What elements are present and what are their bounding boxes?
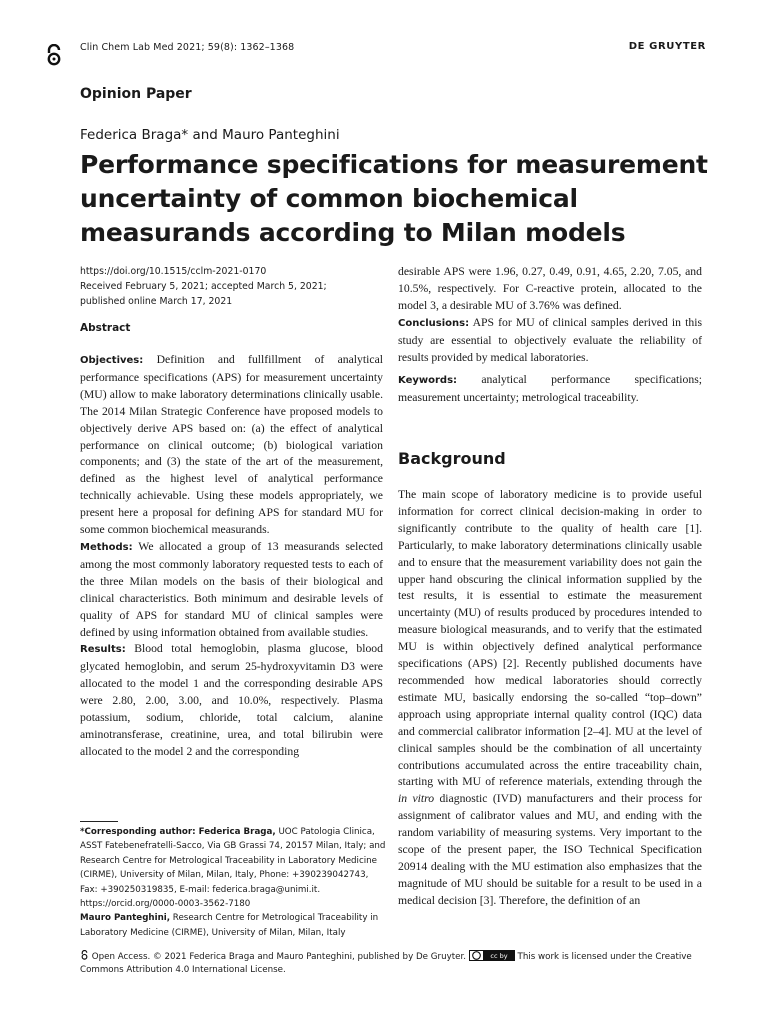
open-access-small-icon	[80, 950, 89, 960]
objectives-label: Objectives:	[80, 355, 144, 366]
results-label: Results:	[80, 644, 126, 656]
received-date: Received February 5, 2021; accepted March 5, 2021;	[80, 281, 327, 292]
second-author-label: Mauro Panteghini,	[80, 913, 171, 924]
cc-by-license-icon[interactable]	[469, 950, 515, 961]
license-statement: This work is licensed under the Creative Commons Attribution 4.0 International License.	[80, 952, 692, 975]
abstract-right-column	[398, 264, 702, 366]
paper-type: Opinion Paper	[80, 86, 192, 102]
published-date: published online March 17, 2021	[80, 296, 233, 307]
article-meta	[80, 264, 380, 309]
keywords: Keywords: analytical performance specifications; measurement uncertainty; metrological traceability.	[398, 373, 702, 404]
background-body: The main scope of laboratory medicine is to provide useful information for correct clinical decision-making in order to significantly contribute to the quality of health care [1]. Particularly, to make laboratory determinations clinically usable and to ensure that the measurement variability does not gain the upper hand obscuring the clinical information supplied by the test results, it is essential to estimate the measurement uncertainty (MU) of results produced by procedures intended to measure biological measurands, and to verify that the estimated MU is within objectively defined analytical performance specifications (APS) [2]. Recently published documents have recommended how medical laboratories should correctly estimate MU, basically endorsing the so-called “top–down” approach using appropriate internal quality control (IQC) data and commercial calibrator information [2–4]. MU at the level of clinical samples should be the combination of all uncertainty contributions accumulated across the entire traceability chain, starting with MU of reference materials, extending through the in vitro diagnostic (IVD) manufacturers and their process for assignment of calibrator values and MU, and ending with the random variability of measuring systems. Very important to the scope of the present paper, the ISO Technical Specification 20914 dealing with the MU estimation also emphasizes that the magnitude of MU should be suitable for a result to be used in a medical decision [3]. Therefore, the definition of an	[398, 488, 702, 907]
open-access-icon	[44, 44, 64, 66]
abstract-results-continued: desirable APS were 1.96, 0.27, 0.49, 0.91, 4.65, 2.20, 7.05, and 10.5%, respectively. For C-reactive protein, allocated to the model 3, a desirable MU of 3.76% was defined.	[398, 265, 702, 312]
journal-citation: Clin Chem Lab Med 2021; 59(8): 1362–1368	[80, 42, 295, 53]
keywords-label: Keywords:	[398, 375, 458, 386]
paper-title: Performance specifications for measurement uncertainty of common biochemical measurands according to Milan models	[80, 150, 708, 247]
corresponding-author-label: *Corresponding author: Federica Braga,	[80, 827, 276, 837]
license-footer	[80, 950, 700, 977]
open-access-statement: Open Access. © 2021 Federica Braga and Mauro Panteghini, published by De Gruyter.	[91, 952, 466, 962]
publisher-name: DE GRUYTER	[628, 41, 706, 52]
abstract-conclusions: Conclusions: APS for MU of clinical samples derived in this study are essential to objectively evaluate the reliability of results provided by medical laboratories.	[398, 315, 702, 364]
in-vitro-italic: in vitro	[398, 792, 435, 806]
conclusions-label: Conclusions:	[398, 317, 470, 329]
doi-link[interactable]: https://doi.org/10.1515/cclm-2021-0170	[80, 266, 267, 277]
abstract-objectives: Objectives: Definition and fullfillment of analytical performance specifications (APS) for measurement uncertainty (MU) allow to make laboratory determinations clinically usable. The 2014 Milan Strategic Conference have proposed models to objectively derive APS based on: (a) the effect of analytical performance on clinical outcome; (b) biological variation components; and (3) the state of the art of the measurement, defined as the highest level of analytical performance technically achievable. Using these models appropriately, we present here a proposal for defining APS for standard MU for some common biochemical measurands.	[80, 353, 384, 537]
abstract-left-column	[80, 352, 383, 761]
abstract-heading: Abstract	[80, 322, 131, 334]
background-heading: Background	[398, 449, 506, 468]
abstract-methods: Methods: We allocated a group of 13 measurands selected among the most commonly laboratory requested tests to each of the three Milan models on the basis of their biological and clinical characteristics. Both minimum and desirable levels of quality of APS for standard MU of clinical samples were defined by using information obtained from available studies.	[80, 539, 383, 639]
abstract-results: Results: Blood total hemoglobin, plasma glucose, blood glycated hemoglobin, and serum 25-hydroxyvitamin D3 were allocated to the model 1 and the corresponding desirable APS were 2.80, 2.00, 3.00, and 10.0%, respectively. Plasma potassium, sodium, chloride, total calcium, alanine aminotransferase, creatinine, urea, and total bilirubin were allocated to the model 2 and the corresponding	[80, 642, 383, 758]
footnote-divider	[80, 821, 118, 822]
methods-label: Methods:	[80, 541, 133, 553]
cc-badge-text: cc by	[490, 952, 508, 961]
author-list: Federica Braga* and Mauro Panteghini	[80, 127, 340, 143]
corresponding-author-footnote: *Corresponding author: Federica Braga, UOC Patologia Clinica, ASST Fatebenefratelli-Sacco, Via GB Grassi 74, 20157 Milan, Italy; and Research Centre for Metrological Traceability in Laboratory Medicine (CIRME), University of Milan, Milan, Italy, Phone: +390239042743, Fax: +390250319835, E-mail: federica.braga@unimi.it. https://orcid.org/0000-0003-3562-7180 Mauro Panteghini, Research Centre for Metrological Traceability in Laboratory Medicine (CIRME), University of Milan, Milan, Italy	[80, 827, 386, 938]
